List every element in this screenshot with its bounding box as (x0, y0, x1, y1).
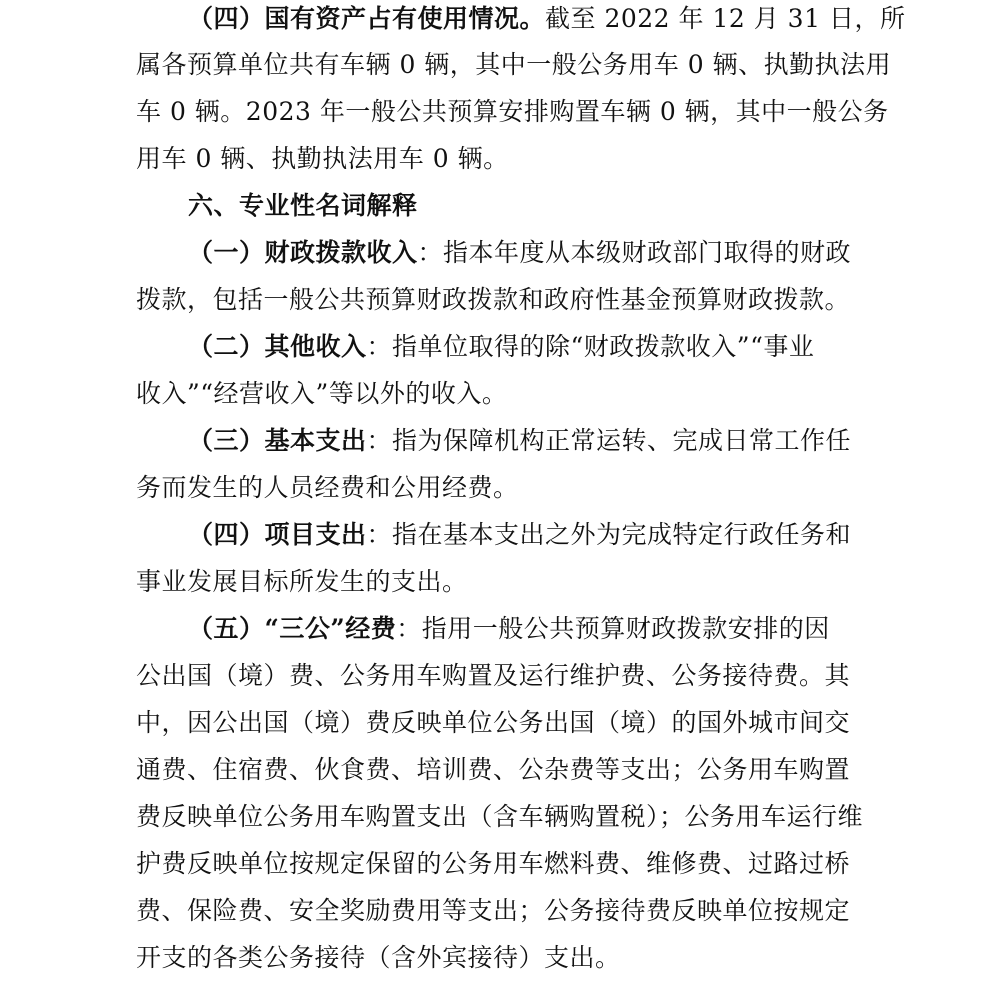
term-other-income-line-2: 收入”“经营收入”等以外的收入。 (136, 379, 508, 408)
term-other-income-line-1 (188, 323, 814, 371)
assets-paragraph-line-2: 属各预算单位共有车辆 0 辆，其中一般公务用车 0 辆、执勤执法用 (136, 50, 892, 79)
term-three-public-line-8: 开支的各类公务接待（含外宾接待）支出。 (136, 943, 621, 972)
term-basic-expenditure-line-1 (188, 417, 851, 465)
term-project-expenditure-line-1 (188, 511, 851, 559)
term-definition: ：指为保障机构正常运转、完成日常工作任 (366, 426, 852, 455)
term-basic-expenditure-line-2: 务而发生的人员经费和公用经费。 (136, 473, 519, 502)
term-three-public-line-1 (188, 605, 830, 653)
term-label: （四）项目支出 (188, 520, 367, 549)
assets-paragraph-line-3: 车 0 辆。2023 年一般公共预算安排购置车辆 0 辆，其中一般公务 (136, 97, 889, 126)
term-three-public-line-6: 护费反映单位按规定保留的公务用车燃料费、维修费、过路过桥 (136, 849, 851, 878)
term-three-public-line-4: 通费、住宿费、伙食费、培训费、公杂费等支出；公务用车购置 (136, 755, 851, 784)
term-label: （一）财政拨款收入 (188, 238, 418, 267)
term-three-public-line-2: 公出国（境）费、公务用车购置及运行维护费、公务接待费。其 (136, 661, 851, 690)
assets-text: 截至 2022 年 12 月 31 日，所 (545, 4, 906, 33)
term-three-public-line-5: 费反映单位公务用车购置支出（含车辆购置税）；公务用车运行维 (136, 802, 864, 831)
assets-paragraph-line-4: 用车 0 辆、执勤执法用车 0 辆。 (136, 144, 509, 173)
term-three-public-line-7: 费、保险费、安全奖励费用等支出；公务接待费反映单位按规定 (136, 896, 851, 925)
assets-paragraph-line-1 (188, 0, 905, 43)
term-fiscal-allocation-line-2: 拨款，包括一般公共预算财政拨款和政府性基金预算财政拨款。 (136, 285, 851, 314)
term-definition: ：指本年度从本级财政部门取得的财政 (417, 238, 852, 267)
term-three-public-line-3: 中，因公出国（境）费反映单位公务出国（境）的国外城市间交 (136, 708, 851, 737)
section-heading: 六、专业性名词解释 (188, 191, 418, 220)
assets-label: （四）国有资产占有使用情况。 (188, 4, 546, 33)
term-label: （五）“三公”经费 (188, 614, 397, 643)
term-label: （三）基本支出 (188, 426, 367, 455)
term-definition: ：指用一般公共预算财政拨款安排的因 (396, 614, 830, 643)
term-definition: ：指在基本支出之外为完成特定行政任务和 (366, 520, 852, 549)
term-fiscal-allocation-line-1 (188, 229, 851, 277)
term-definition: ：指单位取得的除“财政拨款收入”“事业 (366, 332, 815, 361)
term-project-expenditure-line-2: 事业发展目标所发生的支出。 (136, 567, 468, 596)
term-label: （二）其他收入 (188, 332, 367, 361)
